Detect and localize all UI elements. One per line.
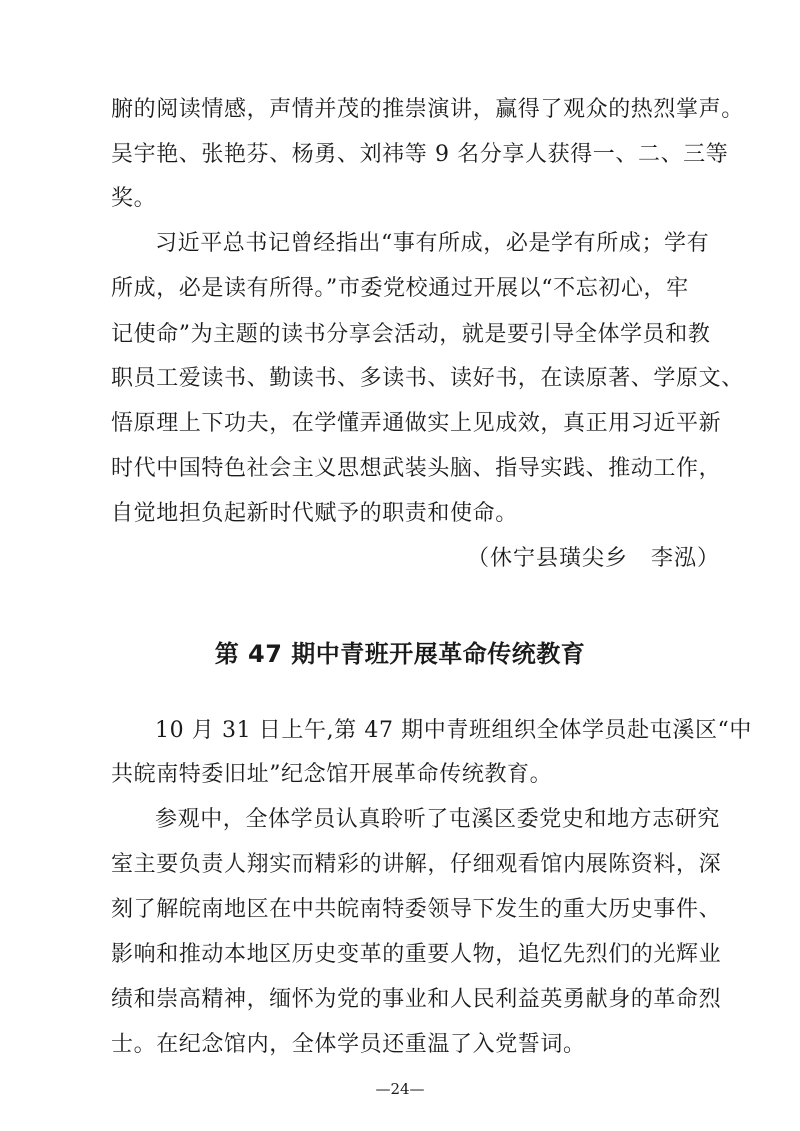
- paragraph-line: 自觉地担负起新时代赋予的职责和使命。: [111, 501, 518, 526]
- paragraph-line: 所成，必是读有所得。”市委党校通过开展以“不忘初心，牢: [111, 276, 689, 301]
- paragraph-line: 影响和推动本地区历史变革的重要人物，追忆先烈们的光辉业: [111, 942, 722, 967]
- paragraph-line: 时代中国特色社会主义思想武装头脑、指导实践、推动工作，: [111, 456, 722, 481]
- paragraph-line: 腑的阅读情感，声情并茂的推崇演讲，赢得了观众的热烈掌声。: [111, 97, 744, 122]
- paragraph-line: 室主要负责人翔实而精彩的讲解，仔细观看馆内展陈资料，深: [111, 852, 722, 877]
- paragraph-line: 士。在纪念馆内，全体学员还重温了入党誓词。: [111, 1032, 586, 1057]
- paragraph-line: 参观中，全体学员认真聆听了屯溪区委党史和地方志研究: [155, 807, 721, 832]
- paragraph-line: 共皖南特委旧址”纪念馆开展革命传统教育。: [111, 762, 553, 787]
- article-title: 第 47 期中青班开展革命传统教育: [214, 640, 586, 668]
- paragraph-line: 奖。: [111, 186, 157, 211]
- paragraph-line: 记使命”为主题的读书分享会活动，就是要引导全体学员和教: [111, 322, 711, 347]
- paragraph-line: 绩和崇高精神，缅怀为党的事业和人民利益英勇献身的革命烈: [111, 987, 722, 1012]
- author-signature: （休宁县璜尖乡 李泓）: [467, 546, 721, 571]
- paragraph-line: 10 月 31 日上午,第 47 期中青班组织全体学员赴屯溪区“中: [155, 718, 752, 743]
- page-number: —24—: [375, 1080, 425, 1098]
- paragraph-line: 职员工爱读书、勤读书、多读书、读好书，在读原著、学原文、: [111, 366, 744, 391]
- paragraph-line: 悟原理上下功夫，在学懂弄通做实上见成效，真正用习近平新: [111, 411, 722, 436]
- paragraph-line: 吴宇艳、张艳芬、杨勇、刘祎等 9 名分享人获得一、二、三等: [111, 142, 729, 167]
- paragraph-line: 习近平总书记曾经指出“事有所成，必是学有所成；学有: [155, 231, 710, 256]
- paragraph-line: 刻了解皖南地区在中共皖南特委领导下发生的重大历史事件、: [111, 897, 722, 922]
